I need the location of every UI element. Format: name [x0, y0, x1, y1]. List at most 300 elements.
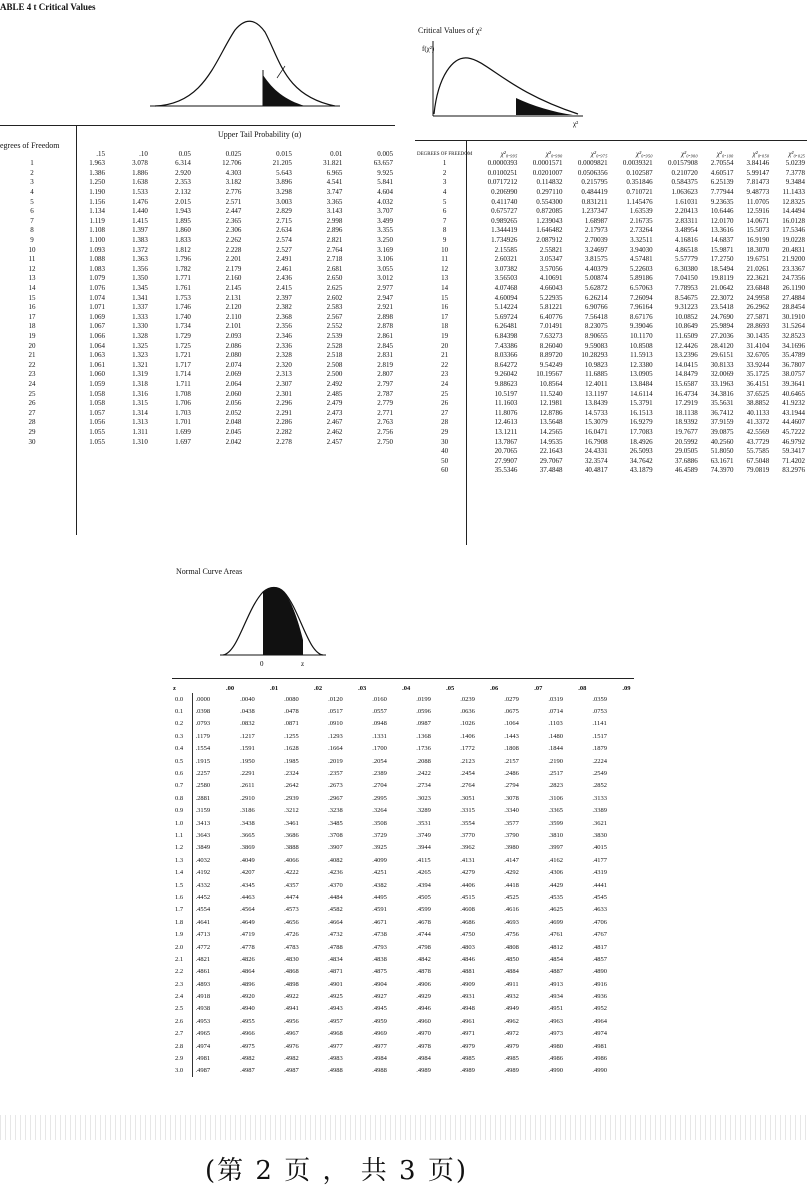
- t-value-cell: 1.190: [89, 188, 105, 197]
- chi-col-header: χ²₀.₉₉₀: [545, 150, 563, 158]
- z-col-header: .06: [490, 685, 499, 692]
- df-cell: 14: [28, 284, 36, 293]
- area-cell: .2794: [504, 782, 519, 790]
- t-value-cell: 2.301: [276, 389, 292, 398]
- area-cell: .4963: [548, 1017, 563, 1025]
- df-cell: 5: [30, 197, 34, 206]
- t-value-cell: 1.699: [175, 427, 191, 436]
- z-value-cell: 1.3: [172, 854, 192, 866]
- t-table-title: ABLE 4 t Critical Values: [0, 2, 96, 12]
- area-cell: .4406: [460, 881, 475, 889]
- area-cell: .4251: [372, 869, 387, 877]
- chi-value-cell: 3.56503: [494, 274, 518, 283]
- chi-value-cell: 13.7867: [494, 437, 518, 446]
- chi-value-cell: 3.48954: [675, 226, 698, 235]
- chi-col-header: χ²₀.₀₅₀: [752, 150, 770, 158]
- t-value-cell: 3.106: [377, 255, 393, 264]
- area-cell: .4974: [195, 1042, 211, 1050]
- z-col-header: .05: [446, 685, 455, 692]
- df-cell: 29: [28, 427, 36, 436]
- chi-value-cell: 36.7412: [710, 408, 734, 417]
- chi-value-cell: 18.9392: [675, 418, 698, 427]
- chi-value-cell: 0.831211: [581, 197, 608, 206]
- area-cell: .2257: [195, 770, 211, 778]
- t-alpha-header: 0.005: [377, 150, 393, 158]
- area-cell: .1808: [504, 745, 519, 753]
- chi-value-cell: 4.86518: [675, 245, 698, 254]
- area-cell: .3365: [548, 807, 563, 815]
- area-cell: .4982: [284, 1055, 299, 1063]
- chi-value-cell: 13.2396: [675, 351, 698, 360]
- area-cell: .4976: [284, 1042, 299, 1050]
- table-row: [0, 341, 395, 351]
- area-cell: .4989: [504, 1067, 519, 1075]
- chi-value-cell: 7.3778: [785, 168, 805, 177]
- area-cell: .4965: [195, 1030, 211, 1038]
- chi-value-cell: 0.0157908: [668, 159, 698, 168]
- area-cell: .0398: [195, 708, 211, 716]
- chi-value-cell: 39.3641: [782, 379, 805, 388]
- df-cell: 16: [28, 303, 36, 312]
- area-cell: .4049: [240, 856, 255, 864]
- df-cell: 18: [441, 322, 449, 331]
- t-value-cell: 3.707: [377, 207, 393, 216]
- z-value-cell: 0.8: [172, 792, 192, 804]
- area-cell: .4834: [328, 955, 343, 963]
- df-cell: 25: [441, 389, 449, 398]
- area-cell: .4131: [460, 856, 475, 864]
- area-cell: .2190: [548, 757, 563, 765]
- t-value-cell: 2.750: [377, 437, 393, 446]
- table-row: [0, 360, 395, 370]
- area-cell: .4854: [548, 955, 563, 963]
- t-value-cell: 1.059: [89, 379, 105, 388]
- chi-value-cell: 1.344419: [491, 226, 518, 235]
- chi-value-cell: 10.28293: [581, 351, 608, 360]
- area-cell: .4974: [592, 1030, 607, 1038]
- chi-value-cell: 8.89720: [539, 351, 563, 360]
- area-cell: .4599: [416, 906, 431, 914]
- t-value-cell: 1.156: [89, 197, 105, 206]
- area-cell: .4943: [328, 1005, 343, 1013]
- z-col-header: .00: [225, 685, 235, 692]
- area-cell: .2454: [460, 770, 475, 778]
- area-cell: .2123: [460, 757, 475, 765]
- area-cell: .1736: [416, 745, 431, 753]
- chi-value-cell: 40.2560: [710, 437, 734, 446]
- table-row: [0, 389, 395, 399]
- t-value-cell: 2.634: [276, 226, 292, 235]
- t-value-cell: 1.706: [175, 399, 191, 408]
- chi-value-cell: 9.59083: [584, 341, 608, 350]
- t-value-cell: 4.541: [326, 178, 343, 187]
- t-alpha-header: .15: [96, 150, 105, 158]
- chi-value-cell: 28.4120: [710, 341, 734, 350]
- chi-value-cell: 0.554300: [536, 197, 563, 206]
- area-cell: .4949: [504, 1005, 519, 1013]
- area-cell: .4982: [240, 1055, 255, 1063]
- chi-value-cell: 5.57779: [675, 255, 698, 264]
- t-value-cell: 2.861: [377, 331, 393, 340]
- df-cell: 25: [28, 389, 36, 398]
- df-cell: 4: [442, 188, 447, 197]
- area-cell: .4357: [284, 881, 299, 889]
- chi-square-figure: [418, 36, 588, 132]
- area-cell: .4918: [195, 993, 211, 1001]
- chi-value-cell: 1.61031: [675, 197, 698, 206]
- chi-value-cell: 3.24697: [584, 245, 608, 254]
- area-cell: .4987: [195, 1067, 211, 1075]
- area-cell: .0279: [504, 695, 519, 703]
- t-value-cell: 1.721: [175, 351, 191, 360]
- t-value-cell: 2.415: [276, 284, 292, 293]
- area-cell: .0871: [284, 720, 299, 728]
- chi-value-cell: 34.1696: [782, 341, 805, 350]
- t-value-cell: 2.436: [276, 274, 292, 283]
- t-value-cell: 2.313: [276, 370, 292, 379]
- area-cell: .4463: [240, 893, 255, 901]
- area-cell: .0438: [240, 708, 255, 716]
- t-alpha-header: .10: [139, 150, 148, 158]
- t-value-cell: 1.100: [89, 236, 105, 245]
- chi-value-cell: 7.56418: [584, 312, 608, 321]
- t-value-cell: 2.567: [326, 312, 343, 321]
- table-row: [172, 879, 634, 891]
- area-cell: .4495: [372, 893, 387, 901]
- area-cell: .4452: [195, 893, 211, 901]
- area-cell: .4582: [328, 906, 343, 914]
- chi-value-cell: 31.5264: [782, 322, 805, 331]
- chi-value-cell: 43.7729: [746, 437, 770, 446]
- chi-value-cell: 10.19567: [536, 370, 563, 379]
- area-cell: .4713: [195, 931, 211, 939]
- chi-value-cell: 0.215795: [581, 178, 608, 187]
- df-cell: 2: [30, 168, 34, 177]
- t-value-cell: 1.533: [132, 188, 148, 197]
- chi-value-cell: 83.2976: [782, 466, 805, 475]
- area-cell: .4564: [240, 906, 255, 914]
- t-value-cell: 1.058: [89, 399, 105, 408]
- area-cell: .4964: [592, 1017, 607, 1025]
- area-cell: .0080: [284, 695, 299, 703]
- t-value-cell: 1.083: [89, 264, 105, 273]
- t-value-cell: 1.356: [132, 264, 148, 273]
- df-cell: 12: [441, 264, 449, 273]
- df-cell: 7: [30, 216, 34, 225]
- df-cell: 24: [28, 379, 36, 388]
- chi-value-cell: 6.40776: [539, 312, 563, 321]
- t-value-cell: 2.896: [326, 226, 343, 235]
- table-row: [415, 284, 807, 294]
- t-value-cell: 2.829: [276, 207, 292, 216]
- chi-value-cell: 79.0819: [746, 466, 770, 475]
- chi-value-cell: 42.5569: [746, 427, 770, 436]
- chi-value-cell: 9.31223: [675, 303, 698, 312]
- chi-value-cell: 9.3484: [785, 178, 805, 187]
- chi-value-cell: 5.62872: [584, 284, 608, 293]
- t-value-cell: 2.110: [225, 312, 242, 321]
- chi-value-cell: 31.4104: [746, 341, 770, 350]
- chi-value-cell: 32.3574: [584, 456, 608, 465]
- area-cell: .2389: [372, 770, 387, 778]
- t-value-cell: 3.012: [377, 274, 393, 283]
- df-cell: 19: [441, 331, 449, 340]
- t-value-cell: 1.313: [132, 418, 148, 427]
- table-row: [415, 265, 807, 275]
- area-cell: .4927: [372, 993, 387, 1001]
- t-value-cell: 2.131: [225, 293, 242, 302]
- chi-value-cell: 45.7222: [782, 427, 805, 436]
- df-cell: 14: [441, 284, 449, 293]
- t-value-cell: 1.316: [132, 389, 148, 398]
- chi-value-cell: 14.9535: [539, 437, 563, 446]
- t-value-cell: 2.462: [326, 427, 343, 436]
- area-cell: .4505: [416, 893, 431, 901]
- area-cell: .0040: [240, 695, 255, 703]
- df-cell: 60: [441, 466, 449, 475]
- t-value-cell: 1.386: [89, 168, 105, 177]
- z-value-cell: 2.4: [172, 990, 192, 1002]
- area-cell: .3665: [240, 831, 255, 839]
- chi-value-cell: 11.0705: [746, 197, 770, 206]
- chi-value-cell: 0.0001571: [532, 159, 563, 168]
- area-cell: .4940: [240, 1005, 255, 1013]
- t-value-cell: 1.697: [175, 437, 191, 446]
- t-value-cell: 3.298: [276, 188, 292, 197]
- chi-value-cell: 3.32511: [630, 236, 653, 245]
- z-table-title: Normal Curve Areas: [176, 567, 243, 576]
- table-row: [0, 370, 395, 380]
- z-value-cell: 1.1: [172, 829, 192, 841]
- chi-value-cell: 16.9279: [629, 418, 653, 427]
- t-value-cell: 2.776: [225, 188, 242, 197]
- chi-value-cell: 11.6885: [585, 370, 608, 379]
- t-value-cell: 3.055: [377, 264, 393, 273]
- table-row: [0, 399, 395, 409]
- area-cell: .4857: [592, 955, 607, 963]
- t-value-cell: 1.321: [132, 360, 148, 369]
- t-value-cell: 1.476: [132, 197, 148, 206]
- area-cell: .4015: [592, 844, 607, 852]
- table-row: [415, 360, 807, 370]
- chi-col-header: χ²₀.₉₀₀: [681, 150, 698, 158]
- area-cell: .3830: [592, 831, 607, 839]
- area-cell: .4967: [284, 1030, 299, 1038]
- df-cell: 20: [28, 341, 36, 350]
- table-row: [415, 466, 807, 476]
- t-value-cell: 1.055: [89, 427, 105, 436]
- table-row: [172, 755, 634, 767]
- area-cell: .4788: [328, 943, 343, 951]
- area-cell: .2852: [592, 782, 607, 790]
- chi-value-cell: 16.1513: [629, 408, 653, 417]
- chi-value-cell: 6.90766: [584, 303, 608, 312]
- chi-value-cell: 23.5418: [710, 303, 734, 312]
- chi-value-cell: 29.0505: [675, 447, 698, 456]
- t-value-cell: 2.286: [276, 418, 292, 427]
- area-cell: .0120: [328, 695, 343, 703]
- area-cell: .4959: [372, 1017, 387, 1025]
- area-cell: .3340: [504, 807, 519, 815]
- chi-value-cell: 21.0261: [746, 264, 770, 273]
- area-cell: .2088: [416, 757, 431, 765]
- area-cell: .4906: [416, 980, 431, 988]
- t-value-cell: 4.032: [377, 197, 393, 206]
- t-value-cell: 2.320: [276, 360, 292, 369]
- chi-col-header: χ²₀.₉₅₀: [636, 150, 653, 158]
- area-cell: .0239: [460, 695, 475, 703]
- table-row: [172, 928, 634, 940]
- area-cell: .4884: [504, 968, 519, 976]
- table-row: [172, 1052, 634, 1064]
- area-cell: .4969: [372, 1030, 387, 1038]
- t-value-cell: 2.278: [276, 437, 292, 446]
- area-cell: .4793: [372, 943, 387, 951]
- t-value-cell: 2.491: [276, 255, 292, 264]
- chi-value-cell: 17.5346: [782, 226, 805, 235]
- chi-value-cell: 55.7585: [746, 447, 770, 456]
- area-cell: .1480: [548, 732, 563, 740]
- chi-value-cell: 10.8649: [675, 322, 698, 331]
- z-value-cell: 0.0: [172, 693, 192, 705]
- z-value-cell: 1.9: [172, 928, 192, 940]
- t-value-cell: 2.878: [377, 322, 393, 331]
- t-value-cell: 2.201: [225, 255, 242, 264]
- area-cell: .1443: [504, 732, 519, 740]
- t-alpha-header: 0.05: [178, 150, 191, 158]
- area-cell: .3238: [328, 807, 343, 815]
- table-row: [415, 217, 807, 227]
- t-value-cell: 2.336: [276, 341, 292, 350]
- t-value-cell: 1.717: [175, 360, 191, 369]
- t-value-cell: 2.756: [377, 427, 393, 436]
- t-value-cell: 2.056: [225, 399, 242, 408]
- t-value-cell: 1.397: [132, 226, 148, 235]
- chi-value-cell: 2.70039: [584, 236, 608, 245]
- t-value-cell: 1.812: [175, 245, 191, 254]
- area-cell: .3686: [284, 831, 299, 839]
- df-cell: 27: [28, 408, 36, 417]
- area-cell: .4961: [460, 1017, 475, 1025]
- t-value-cell: 2.397: [276, 293, 292, 302]
- area-cell: .4913: [548, 980, 563, 988]
- t-value-cell: 2.368: [276, 312, 292, 321]
- t-value-cell: 2.052: [225, 408, 242, 417]
- t-value-cell: 2.101: [225, 322, 242, 331]
- chi-value-cell: 19.6751: [746, 255, 770, 264]
- t-value-cell: 2.060: [225, 389, 242, 398]
- chi-value-cell: 5.22603: [629, 264, 653, 273]
- df-cell: 7: [442, 216, 447, 225]
- t-value-cell: 1.325: [132, 341, 148, 350]
- area-cell: .4441: [592, 881, 607, 889]
- chi-value-cell: 14.6837: [710, 236, 734, 245]
- chi-value-cell: 22.3072: [710, 293, 734, 302]
- normal-curve-areas-table: z .00 .01 .02 .03 .04 .05 .06 .07 .08 .09 0.0 .0000 .0040 .0080 .0120 .0160 .0199 .0239 .0279 .0319 .0359 0.1 .0398 .0438 .0478 .0517 .0557 .0596 .0636 .0675 .0714 .0753 0.2 .0793 .0832 .0871 .0910 .0948 .0987 .1026 .1064 .1103 .1141 0.3 .1179 .1217 .1255 .1293 .1331 .1368 .1406 .1443 .1480 .1517 0.4 .1554 .1591 .1628 .1664 .1700 .1736 .1772 .1808 .1844 .1879 0.5 .1915 .1950 .1985 .2019 .2054 .2088 .2123 .2157 .2190 .2224 0.6 .2257 .2291 .2324 .2357 .2389 .2422 .2454 .2486 .2517 .2549 0.7 .2580 .2611 .2642 .2673 .2704 .2734 .2764 .2794 .2823 .2852 0.8 .2881 .2910 .2939 .2967 .2995 .3023 .3051 .3078 .3106 .3133 0.9 .3159 .3186 .3212 .3238 .3264 .3289 .3315 .3340 .3365 .3389 1.0 .3413 .3438 .3461 .3485 .3508 .3531 .3554 .3577 .3599 .3621 1.1 .3643 .3665 .3686 .3708 .3729 .3749 .3770 .3790 .3810 .3830 1.2 .3849 .3869 .3888 .3907 .3925 .3944 .3962 .3980 .3997 .4015 1.3 .4032 .4049 .4066 .4082 .4099 .4115 .4131 .4147 .4162 .4177 1.4 .4192 .4207 .4222 .4236 .4251 .4265 .4279 .4292 .4306 .4319 1.5 .4332 .4345 .4357 .4370 .4382 .4394 .4406 .4418 .4429 .4441 1.6 .4452 .4463 .4474 .4484 .4495 .4505 .4515 .4525 .4535 .4545 1.7 .4554 .4564 .4573 .4582 .4591 .4599 .4608 .4616 .4625 .4633 1.8 .4641 .4649 .4656 .4664 .4671 .4678 .4686 .4693 .4699 .4706 1.9 .4713 .4719 .4726 .4732 .4738 .4744 .4750 .4756 .4761 .4767 2.0 .4772 .4778 .4783 .4788 .4793 .4798 .4803 .4808 .4812 .4817 2.1 .4821 .4826 .4830 .4834 .4838 .4842 .4846 .4850 .4854 .4857 2.2 .4861 .4864 .4868 .4871 .4875 .4878 .4881 .4884 .4887 .4890 2.3 .4893 .4896 .4898 .4901 .4904 .4906 .4909 .4911 .4913 .4916 2.4 .4918 .4920 .4922 .4925 .4927 .4929 .4931 .4932 .4934 .4936 2.5 .4938 .4940 .4941 .4943 .4945 .4946 .4948 .4949 .4951 .4952 2.6 .4953 .4955 .4956 .4957 .4959 .4960 .4961 .4962 .4963 .4964 2.7 .4965 .4966 .4967 .4968 .4969 .4970 .4971 .4972 .4973 .4974 2.8 .4974 .4975 .4976 .4977 .4977 .4978 .4979 .4979 .4980 .4981 2.9 .4981 .4982 .4982 .4983 .4984 .4984 .4985 .4985 .4986 .4986 3.0 .4987 .4987 .4987 .4988 .4988 .4989 .4989 .4989 .4990 .4990: [172, 684, 634, 1077]
- t-value-cell: 2.461: [276, 264, 292, 273]
- table-row: [415, 447, 807, 457]
- table-row: [172, 966, 634, 978]
- area-cell: .4798: [416, 943, 431, 951]
- table-row: [415, 245, 807, 255]
- chi-value-cell: 8.23075: [584, 322, 608, 331]
- area-cell: .4817: [592, 943, 607, 951]
- z-col-header: .09: [622, 685, 631, 692]
- table-row: [0, 303, 395, 313]
- chi-value-cell: 9.54249: [539, 360, 563, 369]
- area-cell: .4875: [372, 968, 387, 976]
- area-cell: .4803: [460, 943, 475, 951]
- area-cell: .4515: [460, 893, 475, 901]
- area-cell: .4066: [284, 856, 299, 864]
- t-value-cell: 2.977: [377, 284, 393, 293]
- area-cell: .4192: [195, 869, 211, 877]
- chi-value-cell: 2.70554: [710, 159, 734, 168]
- t-value-cell: 2.571: [225, 197, 242, 206]
- area-cell: .3264: [372, 807, 387, 815]
- area-cell: .4850: [504, 955, 519, 963]
- table-row: [415, 255, 807, 265]
- table-row: [415, 178, 807, 188]
- table-row: [0, 159, 395, 169]
- table-row: [0, 255, 395, 265]
- area-cell: .4821: [195, 955, 211, 963]
- chi-value-cell: 0.0009821: [577, 159, 608, 168]
- chi-value-cell: 14.2565: [539, 427, 563, 436]
- chi-value-cell: 5.00874: [584, 274, 608, 283]
- area-cell: .2224: [592, 757, 607, 765]
- t-value-cell: 2.797: [377, 379, 393, 388]
- chi-value-cell: 14.0671: [746, 216, 770, 225]
- t-value-cell: 1.314: [132, 408, 148, 417]
- area-cell: .4952: [592, 1005, 607, 1013]
- z-value-cell: 0.2: [172, 718, 192, 730]
- df-cell: 9: [30, 236, 34, 245]
- area-cell: .4573: [284, 906, 299, 914]
- t-value-cell: 1.074: [89, 293, 105, 302]
- t-value-cell: 2.898: [377, 312, 393, 321]
- t-value-cell: 2.492: [326, 379, 343, 388]
- area-cell: .4948: [460, 1005, 475, 1013]
- area-cell: .4936: [592, 993, 607, 1001]
- z-col-header: .02: [314, 685, 323, 692]
- area-cell: .4890: [592, 968, 607, 976]
- area-cell: .4898: [284, 980, 299, 988]
- z-value-cell: 1.8: [172, 916, 192, 928]
- chi-value-cell: 12.3380: [629, 360, 653, 369]
- area-cell: .4236: [328, 869, 343, 877]
- t-value-cell: 2.473: [326, 408, 343, 417]
- area-cell: .3051: [460, 794, 475, 802]
- area-cell: .4916: [592, 980, 607, 988]
- area-cell: .0636: [460, 708, 475, 716]
- area-cell: .4842: [416, 955, 431, 963]
- chi-value-cell: 13.0905: [629, 370, 653, 379]
- t-value-cell: 2.353: [175, 178, 191, 187]
- chi-value-cell: 37.6525: [746, 389, 770, 398]
- df-cell: 5: [442, 197, 447, 206]
- area-cell: .4162: [548, 856, 563, 864]
- area-cell: .1628: [284, 745, 299, 753]
- area-cell: .4988: [328, 1067, 343, 1075]
- chi-value-cell: 1.239043: [536, 216, 563, 225]
- df-cell: 17: [441, 312, 449, 321]
- chi-value-cell: 34.7642: [629, 456, 653, 465]
- chi-value-cell: 5.14224: [494, 303, 518, 312]
- t-value-cell: 1.963: [89, 159, 105, 168]
- t-value-cell: 2.771: [377, 408, 393, 417]
- chi-value-cell: 7.04150: [675, 274, 698, 283]
